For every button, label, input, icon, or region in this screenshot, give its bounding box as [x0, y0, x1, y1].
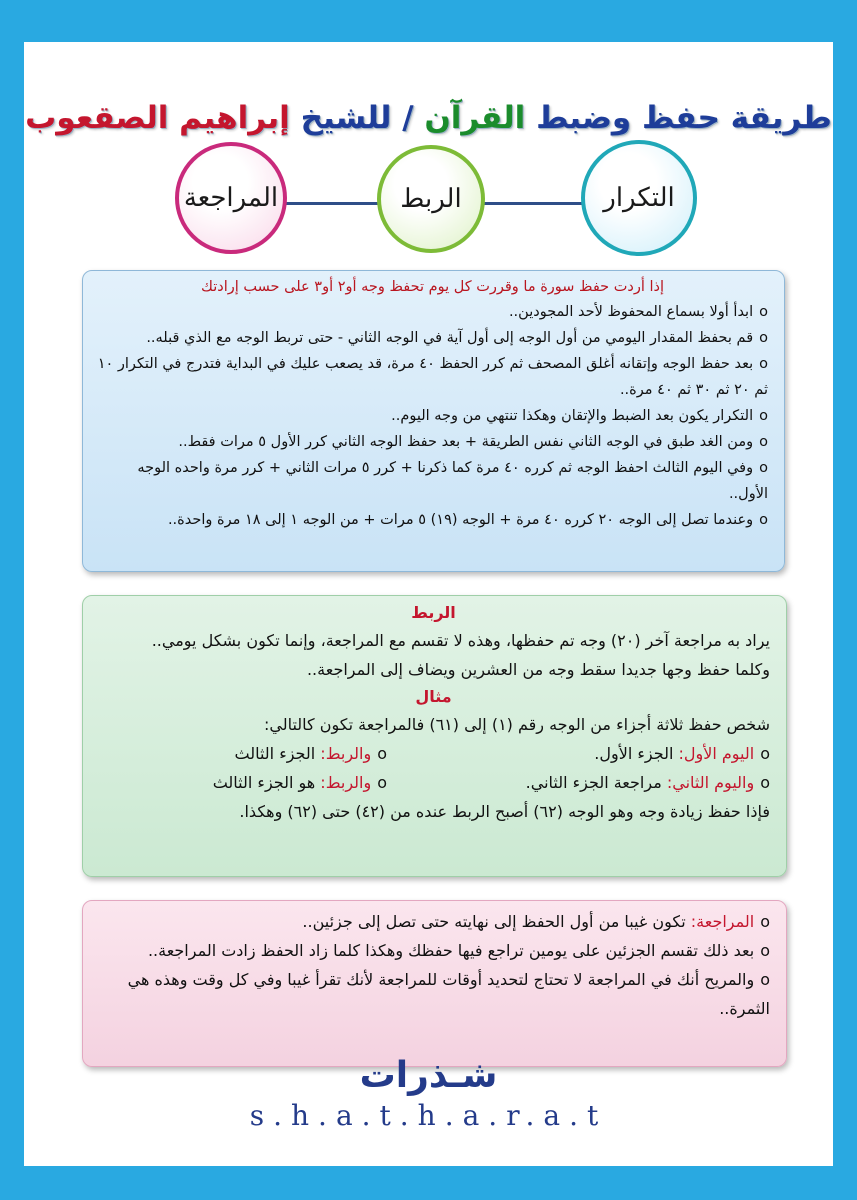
- logo-latin: s.h.a.t.h.a.r.a.t: [249, 1099, 608, 1132]
- step-review-label: المراجعة: [183, 183, 279, 213]
- example-conclusion: فإذا حفظ زيادة وجه وهو الوجه (٦٢) أصبح الربط عنده من (٤٢) حتى (٦٢) وهكذا.: [239, 802, 770, 821]
- step-repeat-circle: [581, 140, 697, 256]
- step-link-circle: [377, 145, 485, 253]
- repetition-heading: إذا أردت حفظ سورة ما وقررت كل يوم تحفظ وجه أو٢ أو٣ على حسب إرادتك: [201, 279, 664, 295]
- repetition-box: [82, 270, 785, 572]
- example-intro: شخص حفظ ثلاثة أجزاء من الوجه رقم (١) إلى (٦١) فالمراجعة تكون كالتالي:: [263, 715, 770, 734]
- page: [24, 42, 833, 1166]
- link-description-line: يراد به مراجعة آخر (٢٠) وجه تم حفظها، وهذه لا تقسم مع المراجعة، وإنما تكون بشكل يومي..: [151, 631, 770, 650]
- step-repeat-label: التكرار: [603, 183, 675, 213]
- step-link-label: الربط: [400, 184, 462, 214]
- title-part-3: / للشيخ: [300, 100, 414, 136]
- repetition-item: oبعد حفظ الوجه وإتقانه أغلق المصحف ثم كرر الحفظ ٤٠ مرة، قد يصعب عليك في البداية فتدرج في التكرار ١٠ ثم ٢٠ ثم ٣٠ ثم ٤٠ مرة..: [97, 356, 768, 398]
- review-item: oالمراجعة: تكون غيبا من أول الحفظ إلى نهايته حتى تصل إلى جزئين..: [302, 912, 770, 931]
- brand-logo: [24, 1054, 833, 1134]
- repetition-item: oوفي اليوم الثالث احفظ الوجه ثم كرره ٤٠ مرة كما ذكرنا + كرر ٥ مرات الثاني + كرر مرة واحده الوجه الأول..: [137, 460, 768, 502]
- title-part-2: القرآن: [424, 100, 526, 136]
- review-item: oبعد ذلك تقسم الجزئين على يومين تراجع فيها حفظك وهكذا كلما زاد الحفظ زادت المراجعة..: [147, 941, 770, 960]
- example-row-day2: oواليوم الثاني: مراجعة الجزء الثاني. oوالربط: هو الجزء الثالث: [212, 773, 770, 792]
- example-heading: مثال: [415, 687, 452, 706]
- repetition-item: oقم بحفظ المقدار اليومي من أول الوجه إلى أول آية في الوجه الثاني - حتى تربط الوجه مع الذي قبله..: [146, 330, 768, 346]
- repetition-item: oوعندما تصل إلى الوجه ٢٠ كرره ٤٠ مرة + الوجه (١٩) ٥ مرات + من الوجه ١ إلى ١٨ مرة واحدة..: [167, 512, 768, 528]
- link-description-line: وكلما حفظ وجها جديدا سقط وجه من العشرين ويضاف إلى المراجعة..: [306, 660, 770, 679]
- link-box: [82, 595, 787, 877]
- title-part-4: إبراهيم الصقعوب: [25, 100, 290, 136]
- step-review-circle: [175, 142, 287, 254]
- title-part-1: طريقة حفظ وضبط: [536, 100, 832, 136]
- example-row-day1: oاليوم الأول: الجزء الأول. oوالربط: الجزء الثالث: [234, 744, 770, 763]
- review-item: oوالمريح أنك في المراجعة لا تحتاج لتحديد أوقات للمراجعة لأنك تقرأ غيبا وفي كل وقت وهذه هي الثمرة..: [127, 970, 770, 1018]
- review-box: [82, 900, 787, 1067]
- repetition-item: oومن الغد طبق في الوجه الثاني نفس الطريقة + بعد حفظ الوجه الثاني كرر الأول ٥ مرات فقط..: [178, 434, 768, 450]
- repetition-item: oالتكرار يكون بعد الضبط والإتقان وهكذا تنتهي من وجه اليوم..: [391, 408, 768, 424]
- page-title: [24, 100, 833, 136]
- logo-arabic: شـذرات: [359, 1055, 498, 1096]
- link-heading: الربط: [411, 603, 456, 622]
- repetition-item: oابدأ أولا بسماع المحفوظ لأحد المجودين..: [508, 304, 768, 320]
